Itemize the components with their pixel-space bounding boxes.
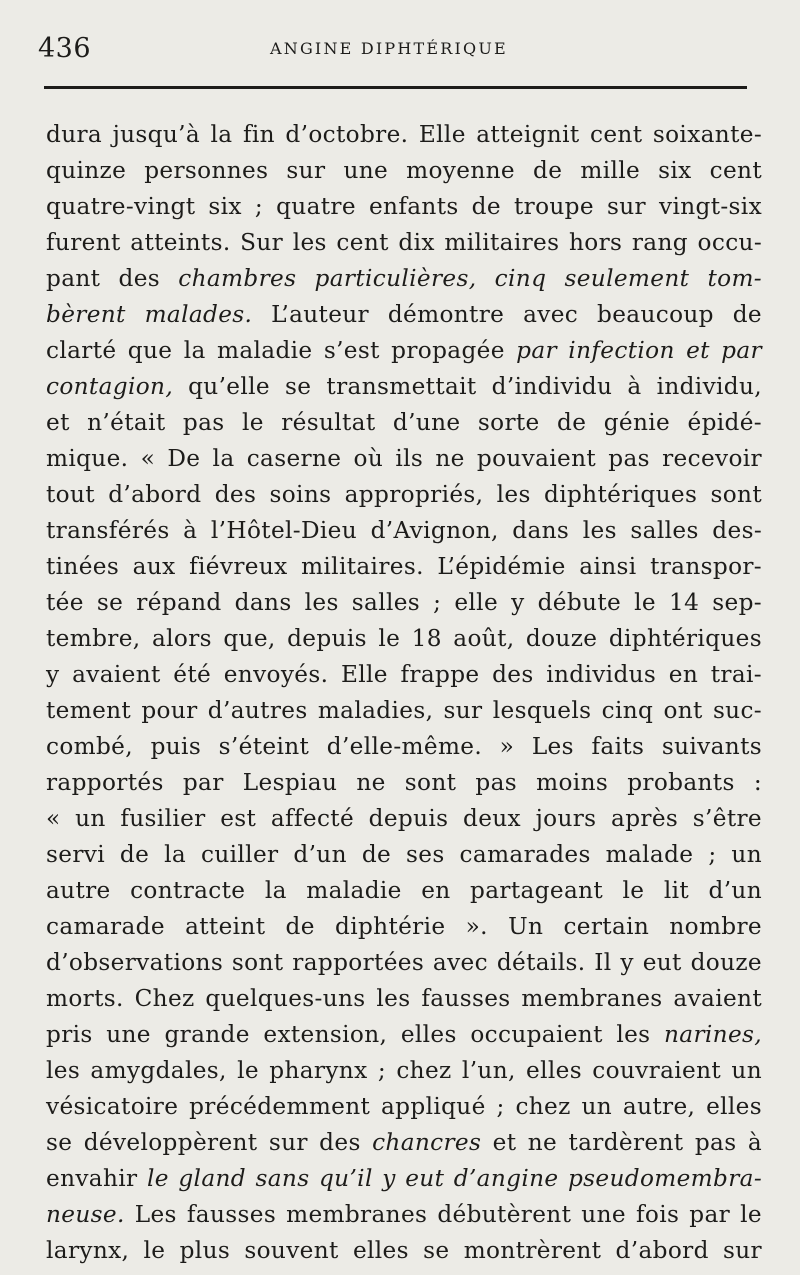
text-segment: envahir [46,1165,147,1192]
text-segment: d’observations sont rapportées avec détails. Il y eut douze [46,949,762,976]
text-line [46,549,762,585]
text-segment: rapportés par Lespiau ne sont pas moins probants : [46,769,762,796]
text-segment: vésicatoire précédemment appliqué ; chez un autre, elles [46,1093,762,1120]
text-line [46,1125,762,1161]
text-line [46,585,762,621]
text-line [46,801,762,837]
text-line [46,369,762,405]
text-segment: tée se répand dans les salles ; elle y débute le 14 sep- [46,589,762,616]
text-line [46,333,762,369]
text-segment: quatre-vingt six ; quatre enfants de troupe sur vingt-six [46,193,762,220]
text-line [46,225,762,261]
text-line [46,1197,762,1233]
text-segment: qu’elle se transmettait d’individu à individu, [173,373,762,400]
text-line [46,873,762,909]
text-line [46,513,762,549]
text-segment: les amygdales, le pharynx ; chez l’un, elles couvraient un [46,1057,762,1084]
text-line [46,117,762,153]
text-segment: morts. Chez quelques-uns les fausses membranes avaient [46,985,762,1012]
text-line [46,657,762,693]
text-line [46,909,762,945]
italic-text-segment: neuse. [46,1201,125,1228]
italic-text-segment: par infection et par [516,337,762,364]
body-text [46,117,762,1269]
italic-text-segment: chancres [372,1129,482,1156]
text-line [46,693,762,729]
text-line [46,765,762,801]
text-segment: Les fausses membranes débutèrent une fois par le [124,1201,762,1228]
page-number: 436 [38,33,92,64]
text-segment: transférés à l’Hôtel-Dieu d’Avignon, dans les salles des- [46,517,762,544]
text-line [46,477,762,513]
text-line [46,729,762,765]
text-line [46,189,762,225]
text-segment: « un fusilier est affecté depuis deux jours après s’être [46,805,762,832]
italic-text-segment: le gland sans qu’il y eut d’angine pseudomembra- [147,1165,763,1192]
text-line [46,1233,762,1269]
text-segment: larynx, le plus souvent elles se montrèrent d’abord sur [46,1237,762,1264]
running-title: ANGINE DIPHTÉRIQUE [270,39,508,58]
italic-text-segment: bèrent malades. [46,301,253,328]
text-segment: quinze personnes sur une moyenne de mille six cent [46,157,762,184]
text-line [46,1017,762,1053]
text-line [46,261,762,297]
text-line [46,441,762,477]
text-segment: et n’était pas le résultat d’une sorte de génie épidé- [46,409,762,436]
text-line [46,1089,762,1125]
text-segment: pris une grande extension, elles occupaient les [46,1021,665,1048]
text-line [46,1053,762,1089]
text-segment: tembre, alors que, depuis le 18 août, douze diphtériques [46,625,762,652]
text-segment: se développèrent sur des [46,1129,373,1156]
header-rule [44,86,747,89]
italic-text-segment: narines, [664,1021,762,1048]
italic-text-segment: contagion, [46,373,174,400]
text-segment: clarté que la maladie s’est propagée [46,337,517,364]
text-line [46,297,762,333]
text-segment: et ne tardèrent pas à [481,1129,762,1156]
italic-text-segment: chambres particulières, cinq seulement tom- [178,265,762,292]
text-segment: tement pour d’autres maladies, sur lesquels cinq ont suc- [46,697,762,724]
text-segment: tout d’abord des soins appropriés, les diphtériques sont [46,481,762,508]
text-segment: combé, puis s’éteint d’elle-même. » Les faits suivants [46,733,762,760]
text-line [46,945,762,981]
text-line [46,981,762,1017]
text-segment: camarade atteint de diphtérie ». Un certain nombre [46,913,762,940]
text-segment: L’auteur démontre avec beaucoup de [252,301,762,328]
text-segment: mique. « De la caserne où ils ne pouvaient pas recevoir [46,445,762,472]
text-line [46,405,762,441]
text-segment: furent atteints. Sur les cent dix militaires hors rang occu- [46,229,762,256]
text-segment: autre contracte la maladie en partageant le lit d’un [46,877,762,904]
text-segment: pant des [46,265,179,292]
text-segment: y avaient été envoyés. Elle frappe des individus en trai- [46,661,762,688]
text-line [46,621,762,657]
text-line [46,153,762,189]
text-segment: tinées aux fiévreux militaires. L’épidémie ainsi transpor- [46,553,762,580]
text-line [46,837,762,873]
text-segment: dura jusqu’à la fin d’octobre. Elle atteignit cent soixante- [46,121,762,148]
text-line [46,1161,762,1197]
text-segment: servi de la cuiller d’un de ses camarades malade ; un [46,841,762,868]
